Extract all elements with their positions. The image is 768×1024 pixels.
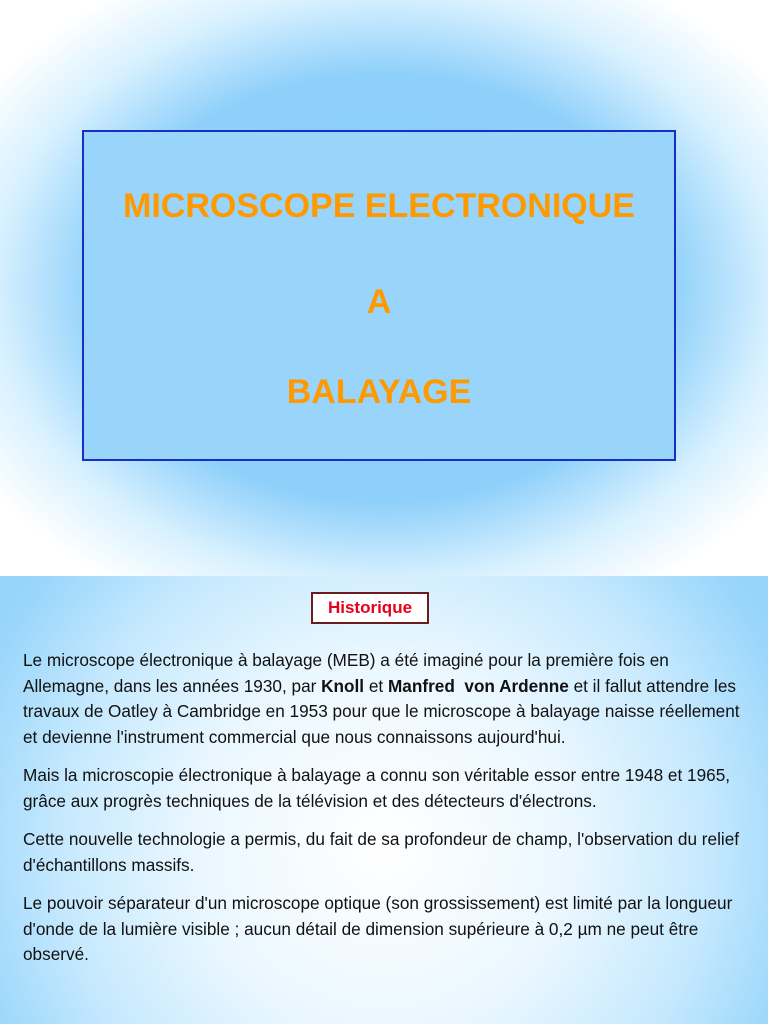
paragraph-1-part-2: et: [364, 675, 388, 696]
name-knoll: Knoll: [321, 675, 365, 696]
paragraph-2: Mais la microscopie électronique à balayage a connu son véritable essor entre 1948 et 1965, grâce aux progrès techniques de la télévision et des détecteurs d'électrons.: [23, 765, 731, 811]
history-slide: [0, 576, 768, 1024]
paragraph-1-part-1: Le microscope électronique à balayage (MEB) a été imaginé pour la première fois en Allemagne, dans les années 1930, par: [23, 650, 669, 696]
title-line-2: A: [366, 283, 392, 321]
title-line-1: MICROSCOPE ELECTRONIQUE: [123, 187, 635, 225]
paragraph-3: Cette nouvelle technologie a permis, du fait de sa profondeur de champ, l'observation du relief d'échantillons massifs.: [23, 829, 740, 875]
section-tag-historique: Historique: [311, 592, 429, 624]
history-body: [23, 648, 753, 981]
paragraph-4: Le pouvoir séparateur d'un microscope optique (son grossissement) est limité par la longueur d'onde de la lumière visible ; aucun détail de dimension supérieure à 0,2 µm ne peut être observé.: [23, 893, 733, 964]
title-line-3: BALAYAGE: [286, 373, 472, 411]
paragraph-1: [23, 648, 753, 750]
paragraph-1-part-3: et il fallut attendre les travaux de Oatley à Cambridge en 1953 pour que le microscope à balayage naisse réellement et devienne l'instrument commercial que nous connaissons aujourd'hui.: [23, 675, 740, 747]
title-box: [82, 130, 676, 461]
name-von-ardenne: Manfred von Ardenne: [387, 675, 569, 696]
